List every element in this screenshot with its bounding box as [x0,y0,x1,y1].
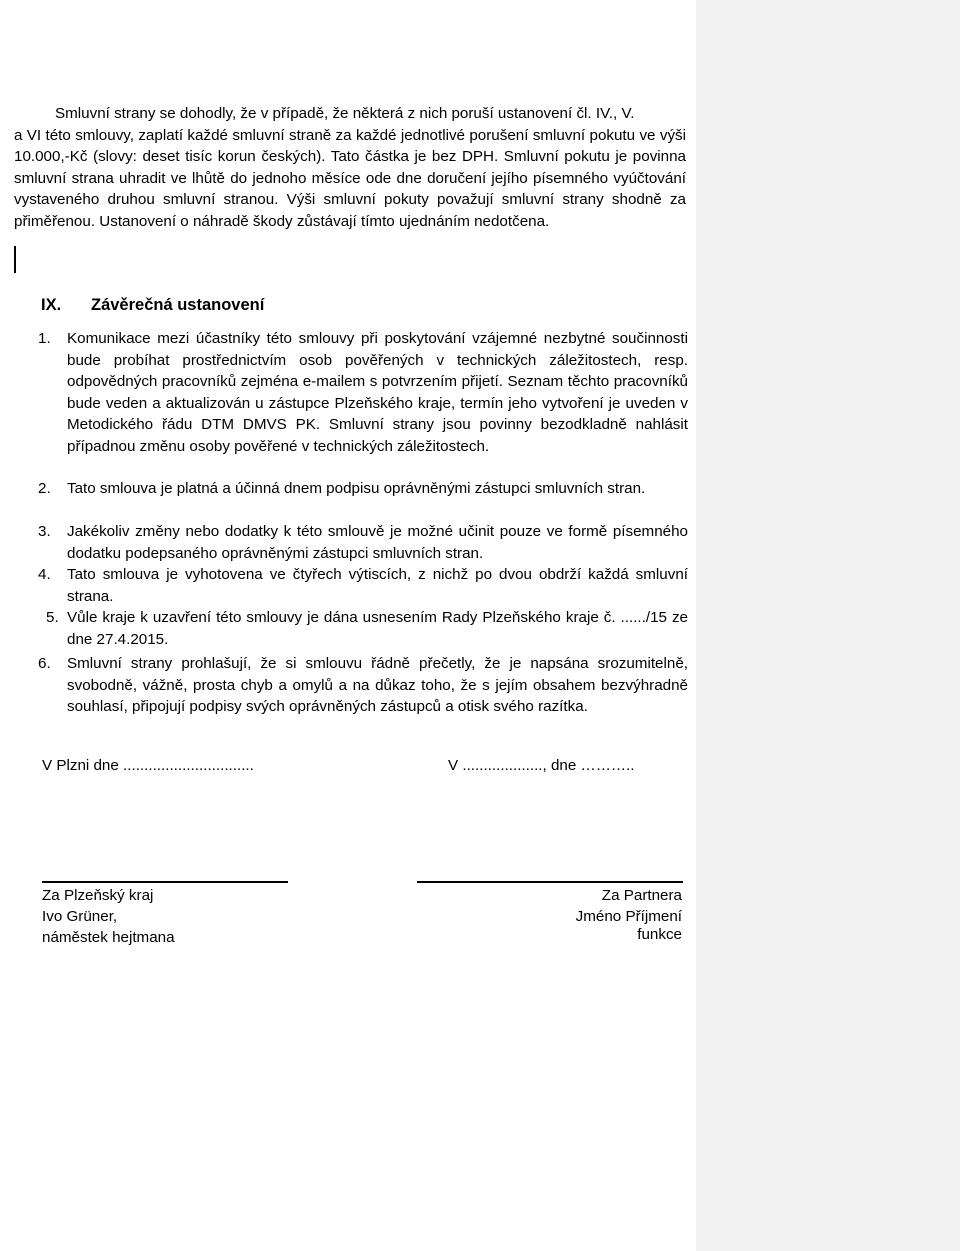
place-date-left: V Plzni dne ............................... [42,757,254,774]
penalty-paragraph-first-line: Smluvní strany se dohodly, že v případě, že některá z nich poruší ustanovení čl. IV., V. [55,105,635,122]
provision-text: Jakékoliv změny nebo dodatky k této smlouvě je možné učinit pouze ve formě písemného dodatku podepsaného oprávněnými zástupci smluvních stran. [67,523,688,562]
comment-margin-panel [696,0,960,1251]
signatory-party-left: Za Plzeňský kraj [42,887,154,904]
provision-number: 1. [38,330,51,347]
provision-item-3 [36,521,688,564]
provision-text: Komunikace mezi účastníky této smlouvy při poskytování vzájemné nezbytné součinnosti bude probíhat prostřednictvím osob pověřených v technických záležitostech, resp. odpovědných pracovníků zejména e-mailem s potvrzením přijetí. Seznam těchto pracovníků bude veden a aktualizován u zástupce Plzeňského kraje, termín jeho vytvoření je uveden v Metodického řádu DTM DMVS PK. Smluvní strany jsou povinny bezodkladně nahlásit případnou změnu osoby pověřené v technických záležitostech. [67,330,688,455]
penalty-paragraph [14,103,686,232]
signatory-party-right: Za Partnera [601,887,682,904]
signatory-role-right: funkce [637,926,682,943]
provision-item-6 [36,653,688,718]
provision-item-2 [36,478,688,500]
place-date-right: V ..................., dne ……….. [448,757,635,774]
penalty-paragraph-body: a VI této smlouvy, zaplatí každé smluvní straně za každé jednotlivé porušení smluvní pokutu ve výši 10.000,-Kč (slovy: deset tisíc korun českých). Tato částka je bez DPH. Smluvní pokutu je povinna smluvní strana uhradit ve lhůtě do jednoho měsíce ode dne doručení jejího písemného vyúčtování vystaveného druhou smluvní stranou. Výši smluvní pokuty považují smluvní strany shodně za přiměřenou. Ustanovení o náhradě škody zůstávají tímto ujednáním nedotčena. [14,126,686,230]
signature-line-left [42,881,288,883]
provision-text: Vůle kraje k uzavření této smlouvy je dána usnesením Rady Plzeňského kraje č. ....../15 ze dne 27.4.2015. [67,609,688,648]
provision-text: Smluvní strany prohlašují, že si smlouvu řádně přečetly, že je napsána srozumitelně, svobodně, vážně, prosta chyb a omylů a na důkaz toho, že s jejím obsahem bezvýhradně souhlasí, připojují podpisy svých oprávněných zástupců a otisk svého razítka. [67,655,688,716]
provision-item-1 [36,328,688,458]
provision-number: 2. [38,480,51,497]
signature-block-right [500,885,682,945]
signatory-name-right: Jméno Příjmení [575,908,682,925]
signature-line-right [417,881,683,883]
provision-text: Tato smlouva je platná a účinná dnem podpisu oprávněnými zástupci smluvních stran. [67,480,646,497]
signatory-name-left: Ivo Grüner, [42,908,118,925]
provision-item-5 [36,607,688,650]
signature-block-left [42,885,175,948]
section-number: IX. [41,296,62,314]
revision-change-bar [14,246,16,273]
provision-text: Tato smlouva je vyhotovena ve čtyřech výtiscích, z nichž po dvou obdrží každá smluvní strana. [67,566,688,605]
provision-item-4 [36,564,688,607]
section-title: Závěrečná ustanovení [91,296,265,314]
provision-number: 6. [38,655,51,672]
provision-number: 4. [38,566,51,583]
provision-number: 3. [38,523,51,540]
signatory-role-left: náměstek hejtmana [42,929,175,946]
provision-number: 5. [46,609,59,626]
section-heading [41,293,541,317]
